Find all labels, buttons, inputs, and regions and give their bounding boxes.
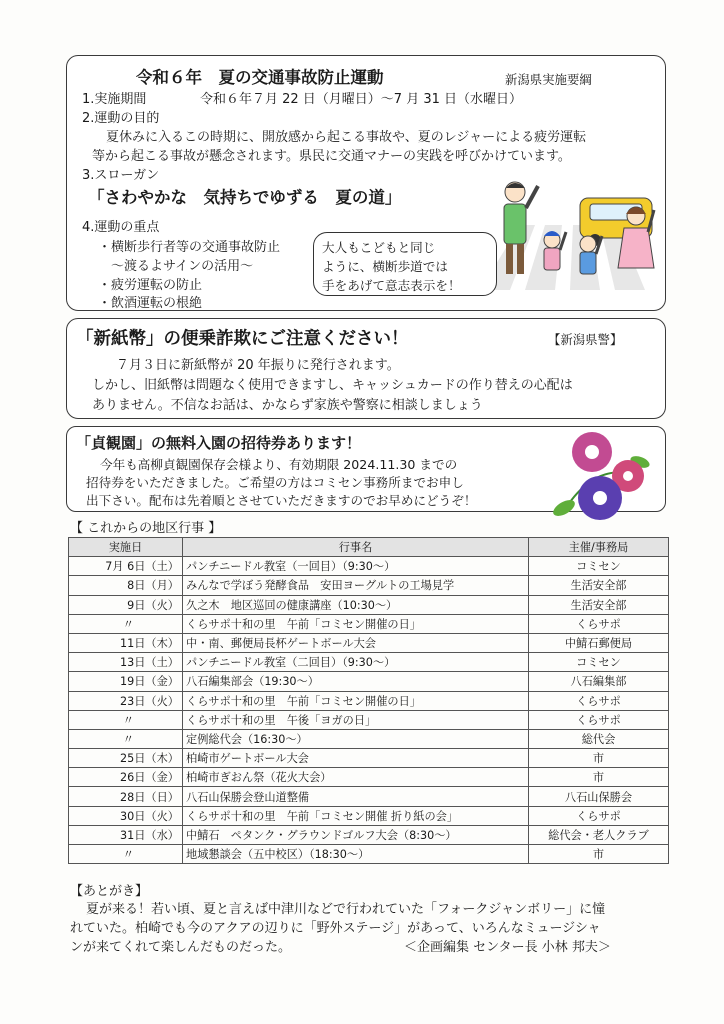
- table-row: [69, 749, 669, 768]
- purpose-label: 2.運動の目的: [82, 111, 160, 126]
- fraud-source: 【新潟県警】: [548, 332, 623, 347]
- event-name: 久之木 地区巡回の健康講座（10:30～）: [183, 595, 529, 614]
- afterword-line: ンが来てくれて楽しんだものだった。: [70, 940, 292, 955]
- child-pedestrian-icon: [544, 231, 566, 270]
- event-date: 13日（土）: [69, 653, 183, 672]
- focus-item: ・横断歩行者等の交通事故防止: [98, 240, 281, 255]
- event-date: 9日（火）: [69, 595, 183, 614]
- afterword-heading: 【あとがき】: [70, 884, 149, 899]
- event-date: 19日（金）: [69, 672, 183, 691]
- table-row: [69, 595, 669, 614]
- fraud-line: しかし、旧紙幣は問題なく使用できますし、キャッシュカードの作り替えの心配は: [92, 378, 573, 393]
- event-date: 11日（木）: [69, 633, 183, 652]
- event-date: 7月 6日（土）: [69, 557, 183, 576]
- event-name: くらサポ十和の里 午後「ヨガの日」: [183, 710, 529, 729]
- event-name: 地域懇談会（五中校区）（18:30～）: [183, 845, 529, 864]
- event-date: 23日（火）: [69, 691, 183, 710]
- ticket-title: 「貞観園」の無料入園の招待券あります！: [76, 434, 362, 452]
- event-organizer: くらサポ: [529, 710, 669, 729]
- speech-line: 手をあげて意志表示を！: [322, 278, 461, 293]
- header-event: 行事名: [183, 538, 529, 557]
- event-date: 30日（火）: [69, 806, 183, 825]
- table-row: [69, 825, 669, 844]
- table-row: [69, 672, 669, 691]
- focus-item: ・疲労運転の防止: [98, 278, 203, 293]
- slogan: 「さわやかな 気持ちでゆずる 夏の道」: [88, 188, 402, 207]
- header-date: 実施日: [69, 538, 183, 557]
- header-organizer: 主催/事務局: [529, 538, 669, 557]
- event-name: くらサポ十和の里 午前「コミセン開催の日」: [183, 691, 529, 710]
- event-date: 25日（木）: [69, 749, 183, 768]
- event-name: パンチニードル教室（二回目）（9:30～）: [183, 653, 529, 672]
- afterword-line: 夏が来る！若い頃、夏と言えば中津川などで行われていた「フォークジャンボリー」に憧: [86, 902, 606, 917]
- event-name: パンチニードル教室（一回目）（9:30～）: [183, 557, 529, 576]
- event-organizer: 総代会: [529, 729, 669, 748]
- purpose-text-2: 等から起こる事故が懸念されます。県民に交通マナーの実践を呼びかけています。: [92, 149, 571, 164]
- event-name: 中鯖石 ペタンク・グラウンドゴルフ大会（8:30～）: [183, 825, 529, 844]
- event-name: 中・南、郵便局長杯ゲートボール大会: [183, 633, 529, 652]
- fraud-line: ありません。不信なお話は、かならず家族や警察に相談しましょう: [92, 398, 483, 413]
- event-organizer: コミセン: [529, 557, 669, 576]
- event-name: 八石編集部会（19:30～）: [183, 672, 529, 691]
- purpose-text-1: 夏休みに入るこの時期に、開放感から起こる事故や、夏のレジャーによる疲労運転: [106, 130, 587, 145]
- fraud-title: 「新紙幣」の便乗詐欺にご注意ください！: [76, 329, 409, 349]
- table-row: [69, 787, 669, 806]
- event-name: 柏崎市ゲートボール大会: [183, 749, 529, 768]
- period-value: 令和６年７月 22 日（月曜日）～7 月 31 日（水曜日）: [200, 92, 523, 107]
- event-date: 〃: [69, 845, 183, 864]
- event-organizer: コミセン: [529, 653, 669, 672]
- event-name: 柏崎市ぎおん祭（花火大会）: [183, 768, 529, 787]
- speech-line: ように、横断歩道では: [322, 259, 448, 274]
- event-organizer: 総代会・老人クラブ: [529, 825, 669, 844]
- event-name: くらサポ十和の里 午前「コミセン開催の日」: [183, 614, 529, 633]
- event-date: 26日（金）: [69, 768, 183, 787]
- table-row: [69, 576, 669, 595]
- event-date: 〃: [69, 614, 183, 633]
- table-row: [69, 653, 669, 672]
- event-organizer: 生活安全部: [529, 576, 669, 595]
- ticket-line: 出下さい。配布は先着順とさせていただきますのでお早めにどうぞ！: [86, 493, 477, 508]
- focus-item: ～渡るよサインの活用～: [111, 259, 254, 274]
- event-organizer: 八石編集部: [529, 672, 669, 691]
- afterword-line: れていた。柏崎でも今のアクアの辺りに「野外ステージ」があって、いろんなミュージシャ: [70, 921, 601, 936]
- child-pedestrian-icon: [580, 236, 602, 274]
- event-organizer: 市: [529, 749, 669, 768]
- event-organizer: 中鯖石郵便局: [529, 633, 669, 652]
- event-date: 28日（日）: [69, 787, 183, 806]
- event-organizer: くらサポ: [529, 691, 669, 710]
- table-row: [69, 768, 669, 787]
- event-name: みんなで学ぼう発酵食品 安田ヨーグルトの工場見学: [183, 576, 529, 595]
- event-organizer: 市: [529, 768, 669, 787]
- event-organizer: 生活安全部: [529, 595, 669, 614]
- campaign-title: 令和６年 夏の交通事故防止運動: [136, 68, 384, 87]
- ticket-line: 招待券をいただきました。ご希望の方はコミセン事務所までお申し: [86, 475, 464, 490]
- events-heading: 【 これからの地区行事 】: [70, 521, 222, 536]
- focus-label: 4.運動の重点: [82, 220, 160, 235]
- event-date: 〃: [69, 729, 183, 748]
- period-label: 1.実施期間: [82, 92, 147, 107]
- table-row: [69, 710, 669, 729]
- ticket-line: 今年も高柳貞観園保存会様より、有効期限 2024.11.30 までの: [100, 457, 458, 472]
- table-row: [69, 806, 669, 825]
- event-date: 31日（水）: [69, 825, 183, 844]
- event-organizer: くらサポ: [529, 614, 669, 633]
- events-table: [68, 537, 669, 864]
- event-name: 八石山保勝会登山道整備: [183, 787, 529, 806]
- event-organizer: 市: [529, 845, 669, 864]
- fraud-line: ７月３日に新紙幣が 20 年振りに発行されます。: [116, 358, 400, 373]
- afterword-signature: ＜企画編集 センター長 小林 邦夫＞: [404, 940, 611, 955]
- table-row: [69, 691, 669, 710]
- event-date: 8日（月）: [69, 576, 183, 595]
- event-name: 定例総代会（16:30～）: [183, 729, 529, 748]
- event-organizer: 八石山保勝会: [529, 787, 669, 806]
- table-row: [69, 614, 669, 633]
- slogan-label: 3.スローガン: [82, 168, 160, 183]
- event-name: くらサポ十和の里 午前「コミセン開催 折り紙の会」: [183, 806, 529, 825]
- speech-line: 大人もこどもと同じ: [322, 240, 436, 255]
- table-row: [69, 729, 669, 748]
- morning-glory-icon: [542, 424, 662, 528]
- speech-bubble: [313, 232, 497, 296]
- focus-item: ・飲酒運転の根絶: [98, 296, 203, 311]
- event-date: 〃: [69, 710, 183, 729]
- table-row: [69, 633, 669, 652]
- table-row: [69, 557, 669, 576]
- campaign-issuer: 新潟県実施要綱: [505, 72, 592, 87]
- table-row: [69, 845, 669, 864]
- event-organizer: くらサポ: [529, 806, 669, 825]
- events-header-row: [69, 538, 669, 557]
